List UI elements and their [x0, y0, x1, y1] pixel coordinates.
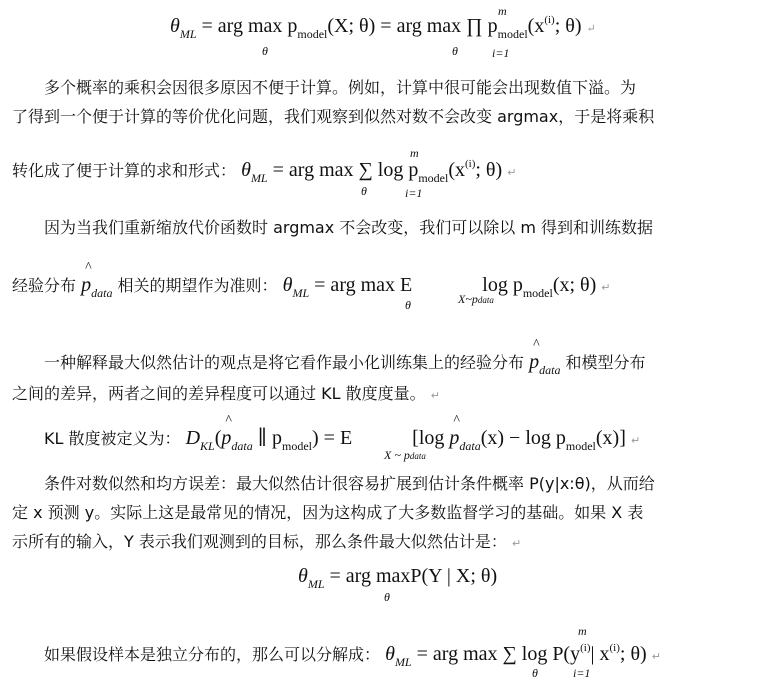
equation-2	[298, 565, 498, 591]
ml-subscript: ML	[307, 577, 325, 591]
model-subscript-2: model	[565, 439, 596, 453]
data-subscript: data	[231, 439, 253, 453]
args-end: (x; θ)	[552, 274, 597, 296]
p-hat-symbol: p	[81, 274, 92, 296]
argmax-subscript-theta-2: θ	[452, 44, 458, 58]
para3-line2	[12, 384, 440, 406]
argmax-subscript-theta: θ	[262, 44, 268, 58]
paragraph-mark: ↵	[601, 281, 611, 294]
data-subscript: data	[91, 286, 113, 300]
expectation-subscript: X~pdata	[458, 292, 494, 306]
argmax-subscript-theta: θ	[361, 184, 367, 198]
ml-subscript: ML	[292, 286, 310, 300]
superscript-i: (i)	[464, 158, 476, 170]
kl-subscript: KL	[200, 439, 215, 453]
para5-text: 如果假设样本是独立分布的，那么可以分解成：	[44, 645, 381, 664]
kl-mid: ∥ p	[257, 427, 282, 449]
product-upper-limit: m	[498, 4, 507, 18]
kl-end: (x)]	[595, 427, 626, 449]
kl-label: KL 散度被定义为：	[44, 429, 181, 448]
ml-subscript: ML	[394, 655, 412, 669]
model-subscript: model	[418, 171, 449, 185]
theta-symbol: θ	[282, 274, 293, 296]
ml-subscript: ML	[250, 171, 268, 185]
para5-line	[44, 644, 661, 667]
kl-difference: (x) − log p	[480, 427, 566, 449]
para1-line2: 了得到一个便于计算的等价优化问题，我们观察到似然对数不会改变 argmax，于是将乘积	[12, 107, 655, 126]
sum-lower-limit: i=1	[405, 186, 423, 200]
para2-line2: 经验分布 ^ $p_{data}$ 相关的期望作为准则： $\theta_{ML}$ = arg max E $\log p_{model}(x$; θ) ↵	[12, 260, 611, 300]
sum-expression: = arg max ∑ log p	[272, 159, 419, 181]
p-hat-symbol: p	[221, 427, 232, 449]
para2-line2-text: 经验分布	[12, 276, 77, 295]
sum-lower-limit: i=1	[573, 666, 591, 680]
para4-line3-text: 示所有的输入，Y 表示我们观测到的目标，那么条件最大似然估计是：	[12, 532, 507, 551]
paragraph-mark: ↵	[430, 389, 440, 402]
equation-1-end: ; θ)	[554, 15, 582, 37]
argmax-subscript-theta: θ	[384, 590, 390, 604]
sum-log-expression: = arg max ∑ log P(y	[416, 643, 581, 665]
model-subscript-2: model	[497, 27, 528, 41]
para4-line3	[12, 532, 521, 554]
data-subscript: data	[539, 363, 561, 377]
theta-symbol: θ	[170, 15, 180, 37]
open-paren: (	[214, 427, 222, 449]
given-x: | x	[590, 643, 610, 665]
expectation-subscript: X ~ pdata	[384, 448, 426, 462]
argmax-subscript-theta: θ	[532, 666, 538, 680]
data-subscript-2: data	[459, 439, 481, 453]
para1-line3	[12, 160, 516, 183]
para1-line3-text: 转化成了便于计算的求和形式：	[12, 161, 237, 180]
theta-symbol: θ	[241, 159, 251, 181]
argmax-expression: = arg max p	[201, 15, 298, 37]
para4-line2: 定 x 预测 y。实际上这是最常见的情况，因为这构成了大多数监督学习的基础。如果 X 表	[12, 503, 644, 522]
para2-line2-mid: 相关的期望作为准则：	[117, 276, 278, 295]
para3-line1-text: 一种解释最大似然估计的观点是将它看作最小化训练集上的经验分布	[44, 353, 525, 372]
args: (x	[448, 159, 465, 181]
sum-upper-limit: m	[410, 146, 419, 160]
equation-1	[170, 16, 596, 39]
superscript-i-2: (i)	[609, 642, 620, 654]
para1-line1: 多个概率的乘积会因很多原因不便于计算。例如，计算中很可能会出现数值下溢。为	[44, 78, 637, 97]
p-hat-symbol-2: p	[449, 427, 460, 449]
theta-symbol: θ	[385, 643, 395, 665]
argmax-subscript-theta: θ	[405, 298, 411, 312]
kl-definition: KL 散度被定义为： $D_{KL}$( ^ $p_{data}$ ∥ $p_{model}) = E$ [log ^ $p_{data}(x) - \log p_{model}(x)$] ↵	[44, 413, 641, 453]
log-expression: log p	[482, 274, 523, 296]
paragraph-mark: ↵	[651, 650, 662, 663]
paragraph-mark: ↵	[630, 434, 641, 447]
model-subscript: model	[522, 286, 553, 300]
paragraph-mark: ↵	[511, 537, 522, 550]
para2-line1: 因为当我们重新缩放代价函数时 argmax 不会改变，我们可以除以 m 得到和训练数据	[44, 218, 654, 237]
log-bracket: [log	[412, 427, 445, 449]
equation-1-args: (x	[527, 15, 545, 37]
paragraph-mark: ↵	[507, 166, 517, 179]
model-subscript: model	[297, 27, 328, 41]
superscript-i: (i)	[580, 642, 591, 654]
args-end: ; θ)	[475, 159, 503, 181]
paragraph-mark: ↵	[586, 23, 596, 35]
d-symbol: D	[185, 427, 201, 449]
p-hat-symbol: p	[529, 351, 540, 373]
para3-line2-text: 之间的差异，两者之间的差异程度可以通过 KL 散度度量。	[12, 384, 426, 403]
args-end: ; θ)	[619, 643, 647, 665]
sum-upper-limit: m	[578, 624, 587, 638]
para4-line1: 条件对数似然和均方误差：最大似然估计很容易扩展到估计条件概率 P(y|x:θ)，从而给	[44, 474, 655, 493]
product-lower-limit: i=1	[492, 46, 510, 60]
ml-subscript: ML	[179, 27, 197, 41]
conditional-argmax: = arg maxP(Y | X; θ)	[329, 565, 498, 587]
expectation-expression: = arg max E	[314, 274, 413, 296]
model-subscript: model	[282, 439, 312, 453]
superscript-i: (i)	[544, 14, 555, 26]
theta-symbol: θ	[298, 565, 308, 587]
para3-line1: 一种解释最大似然估计的观点是将它看作最小化训练集上的经验分布 ^ $p_{data}$ 和模型分布	[44, 337, 646, 377]
para3-line1-end: 和模型分布	[565, 353, 646, 372]
kl-equals-e: ) = E	[312, 427, 353, 449]
equation-1-middle: (X; θ) = arg max ∏ p	[327, 15, 498, 37]
